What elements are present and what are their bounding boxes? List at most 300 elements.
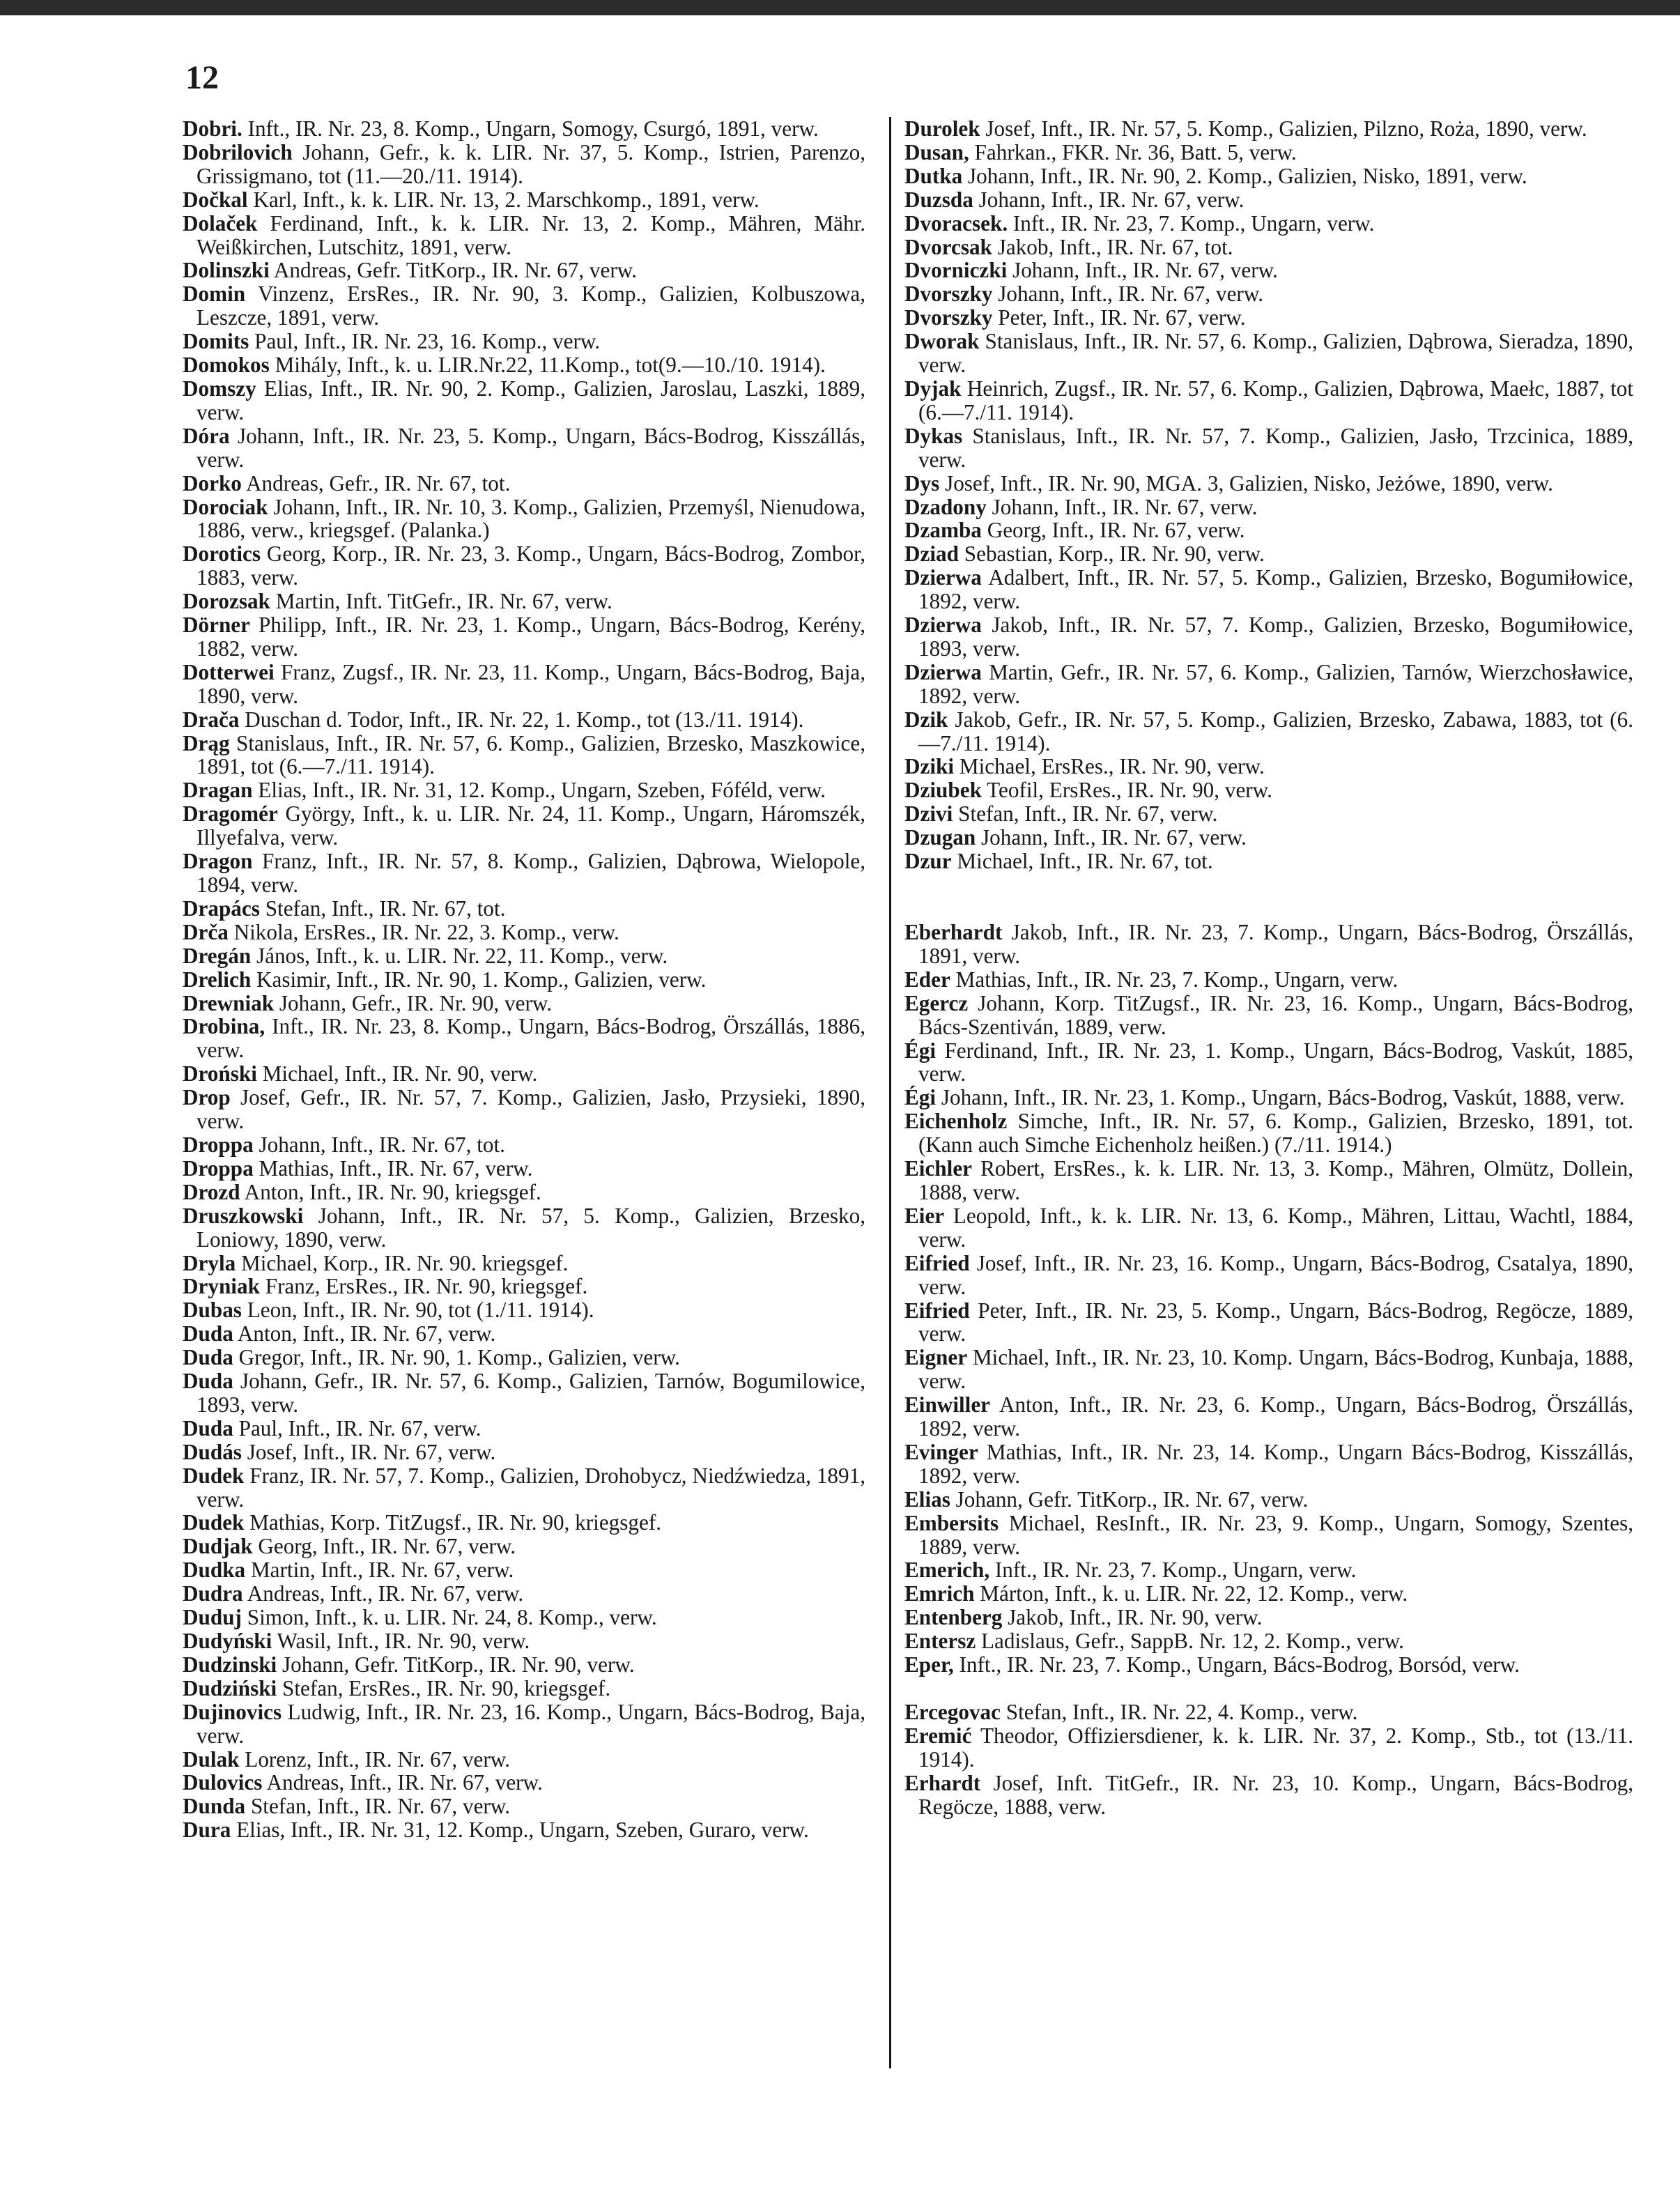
entry-surname: Entersz (904, 1629, 976, 1654)
entry-surname: Domin (183, 282, 246, 307)
register-entry (904, 708, 1633, 755)
entry-details: Franz, Zugsf., IR. Nr. 23, 11. Komp., Ungarn, Bács-Bodrog, Baja, 1890, verw. (196, 659, 866, 708)
register-entry (183, 188, 865, 212)
register-entry (904, 424, 1633, 472)
entry-surname: Dragomér (183, 801, 278, 827)
entry-details: Stanislaus, Inft., IR. Nr. 57, 6. Komp., Galizien, Brzesko, Maszkowice, 1891, tot (6.—7./11. 1914). (196, 730, 866, 779)
register-entry (904, 566, 1633, 613)
register-entry (183, 1369, 865, 1417)
entry-details: Andreas, Gefr., IR. Nr. 67, tot. (245, 470, 511, 496)
register-entry (904, 1512, 1633, 1559)
entry-surname: Duda (183, 1345, 233, 1370)
entry-details: Vinzenz, ErsRes., IR. Nr. 90, 3. Komp., Galizien, Kolbuszowa, Leszcze, 1891, verw. (196, 282, 865, 330)
register-entry (183, 590, 865, 613)
register-entry (183, 1181, 865, 1204)
right-column (904, 117, 1633, 1819)
entry-details: Duschan d. Todor, Inft., IR. Nr. 22, 1. Komp., tot (13./11. 1914). (245, 707, 804, 732)
register-entry (904, 330, 1633, 377)
entry-surname: Dragan (183, 778, 253, 803)
entry-details: Robert, ErsRes., k. k. LIR. Nr. 13, 3. Komp., Mähren, Olmütz, Dollein, 1888, verw. (918, 1156, 1634, 1204)
entry-surname: Dzierwa (904, 565, 982, 590)
entry-details: Johann, Gefr., IR. Nr. 90, verw. (279, 990, 553, 1015)
entry-surname: Dzierwa (904, 659, 982, 684)
register-entry (904, 1700, 1633, 1724)
register-entry (183, 259, 865, 282)
register-entry (904, 1109, 1633, 1157)
entry-details: Josef, Gefr., IR. Nr. 57, 7. Komp., Galizien, Jasło, Przysieki, 1890, verw. (196, 1085, 866, 1134)
entry-details: Philipp, Inft., IR. Nr. 23, 1. Komp., Ungarn, Bács-Bodrog, Kerény, 1882, verw. (196, 613, 866, 661)
register-entry (183, 850, 865, 897)
register-entry (904, 472, 1633, 496)
entry-details: Inft., IR. Nr. 23, 8. Komp., Ungarn, Bács-Bodrog, Örszállás, 1886, verw. (196, 1014, 865, 1063)
entry-details: Andreas, Inft., IR. Nr. 67, verw. (247, 1581, 524, 1606)
entry-surname: Drąg (183, 730, 230, 755)
register-entry (904, 1441, 1633, 1488)
entry-details: Johann, Inft., IR. Nr. 67, verw. (1012, 258, 1278, 283)
entry-surname: Eifried (904, 1298, 970, 1323)
entry-surname: Eper, (904, 1652, 954, 1677)
register-entry (904, 661, 1633, 708)
register-entry (183, 1818, 865, 1842)
register-entry (183, 708, 865, 732)
entry-surname: Dudyński (183, 1629, 272, 1653)
entry-surname: Dudek (183, 1463, 245, 1488)
entry-details: Simon, Inft., k. u. LIR. Nr. 24, 8. Komp., verw. (247, 1605, 657, 1630)
register-entry (183, 472, 865, 496)
entry-surname: Dura (183, 1818, 231, 1843)
entry-details: Franz, Inft., IR. Nr. 57, 8. Komp., Galizien, Dąbrowa, Wielopole, 1894, verw. (196, 849, 865, 897)
register-entry (183, 992, 865, 1015)
entry-details: Michael, Inft., IR. Nr. 90, verw. (262, 1061, 538, 1086)
entry-details: Georg, Inft., IR. Nr. 67, verw. (987, 518, 1245, 543)
entry-details: Johann, Inft., IR. Nr. 67, verw. (981, 825, 1247, 850)
entry-details: Martin, Gefr., IR. Nr. 57, 6. Komp., Galizien, Tarnów, Wierzchosławice, 1892, verw. (918, 659, 1634, 708)
register-entry (904, 921, 1633, 968)
column-divider (889, 117, 891, 2068)
scan-top-edge (0, 0, 1680, 15)
entry-surname: Droppa (183, 1132, 254, 1157)
entry-surname: Elias (904, 1487, 950, 1512)
entry-details: Anton, Inft., IR. Nr. 23, 6. Komp., Ungarn, Bács-Bodrog, Örszállás, 1892, verw. (918, 1392, 1633, 1441)
register-entry (904, 1653, 1633, 1677)
entry-details: Jakob, Gefr., IR. Nr. 57, 5. Komp., Galizien, Brzesko, Zabawa, 1883, tot (6.—7./11. 1914). (918, 707, 1634, 755)
entry-surname: Dzierwa (904, 613, 982, 638)
register-entry (904, 1558, 1633, 1582)
entry-surname: Dworak (904, 329, 980, 354)
register-entry (183, 1464, 865, 1512)
entry-details: Márton, Inft., k. u. LIR. Nr. 22, 12. Komp., verw. (980, 1581, 1408, 1606)
entry-details: Johann, Inft., IR. Nr. 67, verw. (978, 187, 1244, 212)
register-entry (183, 1677, 865, 1700)
entry-details: Fahrkan., FKR. Nr. 36, Batt. 5, verw. (974, 139, 1297, 164)
entry-surname: Dzur (904, 849, 952, 874)
register-entry (183, 1441, 865, 1464)
entry-surname: Drapács (183, 896, 260, 921)
entry-details: Simche, Inft., IR. Nr. 57, 6. Komp., Galizien, Brzesko, 1891, tot. (Kann auch Simche Eichenholz heißen.) (7./11. 1914.) (918, 1109, 1634, 1158)
entry-surname: Dunda (183, 1794, 246, 1819)
register-entry (904, 968, 1633, 992)
register-entry (904, 212, 1633, 236)
register-entry (183, 613, 865, 661)
entry-surname: Duda (183, 1369, 233, 1394)
entry-surname: Entenberg (904, 1605, 1003, 1630)
entry-surname: Dregán (183, 943, 252, 968)
entry-surname: Ercegovac (904, 1700, 1001, 1724)
entry-details: Jakob, Inft., IR. Nr. 23, 7. Komp., Ungarn, Bács-Bodrog, Örszállás, 1891, verw. (918, 920, 1634, 968)
register-entry (904, 236, 1633, 259)
entry-surname: Duduj (183, 1605, 242, 1630)
entry-surname: Dorko (183, 470, 242, 496)
entry-details: Johann, Inft., IR. Nr. 67, tot. (259, 1132, 505, 1157)
register-entry (183, 1322, 865, 1346)
register-entry (904, 1346, 1633, 1393)
entry-surname: Égi (904, 1085, 937, 1110)
entry-surname: Dolaček (183, 210, 258, 236)
entry-details: Johann, Gefr., IR. Nr. 57, 6. Komp., Galizien, Tarnów, Bogumilowice, 1893, verw. (196, 1369, 866, 1417)
left-column (183, 117, 865, 1842)
entry-surname: Dryla (183, 1250, 236, 1275)
entry-surname: Emrich (904, 1581, 975, 1606)
entry-details: Johann, Inft., IR. Nr. 23, 1. Komp., Ungarn, Bács-Bodrog, Vaskút, 1888, verw. (941, 1085, 1625, 1110)
entry-details: Heinrich, Zugsf., IR. Nr. 57, 6. Komp., Galizien, Dąbrowa, Maełc, 1887, tot (6.—7./11. 1914). (918, 376, 1633, 424)
register-entry (183, 1157, 865, 1181)
entry-details: Johann, Inft., IR. Nr. 57, 5. Komp., Galizien, Brzesko, Loniowy, 1890, verw. (196, 1203, 865, 1252)
entry-details: Lorenz, Inft., IR. Nr. 67, verw. (245, 1746, 511, 1772)
entry-surname: Duda (183, 1321, 233, 1346)
register-entry (183, 661, 865, 708)
register-entry (904, 141, 1633, 164)
entry-surname: Droppa (183, 1155, 254, 1181)
entry-details: Teofil, ErsRes., IR. Nr. 90, verw. (987, 778, 1272, 803)
entry-surname: Domokos (183, 353, 270, 378)
entry-surname: Dryniak (183, 1274, 260, 1299)
entry-surname: Dujinovics (183, 1699, 282, 1724)
entry-surname: Drobina, (183, 1014, 265, 1039)
entry-details: Johann, Gefr., k. k. LIR. Nr. 37, 5. Komp., Istrien, Parenzo, Grissigmano, tot (11.—20./11. 1914). (196, 139, 866, 188)
entry-surname: Dzugan (904, 825, 976, 850)
entry-surname: Droński (183, 1061, 257, 1086)
entry-surname: Druszkowski (183, 1203, 304, 1228)
entry-surname: Eier (904, 1203, 945, 1228)
entry-surname: Dudzinski (183, 1652, 277, 1677)
entry-details: Michael, Inft., IR. Nr. 23, 10. Komp. Ungarn, Bács-Bodrog, Kunbaja, 1888, verw. (918, 1345, 1633, 1394)
register-entry (183, 212, 865, 259)
register-entry (904, 1204, 1633, 1252)
entry-details: Elias, Inft., IR. Nr. 90, 2. Komp., Galizien, Jaroslau, Laszki, 1889, verw. (196, 376, 865, 424)
entry-details: Stefan, Inft., IR. Nr. 67, tot. (265, 896, 506, 921)
entry-details: Elias, Inft., IR. Nr. 31, 12. Komp., Ungarn, Szeben, Fóféld, verw. (258, 778, 826, 803)
entry-details: Leopold, Inft., k. k. LIR. Nr. 13, 6. Komp., Mähren, Littau, Wachtl, 1884, verw. (918, 1203, 1633, 1252)
entry-details: Mathias, Inft., IR. Nr. 23, 14. Komp., Ungarn Bács-Bodrog, Kisszállás, 1892, verw. (918, 1439, 1633, 1488)
entry-surname: Dzivi (904, 801, 953, 827)
entry-details: Sebastian, Korp., IR. Nr. 90, verw. (964, 542, 1265, 567)
register-entry (183, 802, 865, 850)
entry-details: Johann, Inft., IR. Nr. 10, 3. Komp., Galizien, Przemyśl, Nienudowa, 1886, verw., kriegsgef. (Palanka.) (196, 494, 865, 543)
register-entry (183, 1748, 865, 1772)
entry-details: Stanislaus, Inft., IR. Nr. 57, 7. Komp., Galizien, Jasło, Trzcinica, 1889, verw. (918, 423, 1633, 472)
register-entry (904, 1582, 1633, 1606)
entry-details: Ladislaus, Gefr., SappB. Nr. 12, 2. Komp., verw. (981, 1629, 1404, 1654)
entry-surname: Drop (183, 1085, 231, 1110)
entry-details: Mathias, Korp. TitZugsf., IR. Nr. 90, kriegsgef. (249, 1510, 662, 1535)
entry-details: Inft., IR. Nr. 23, 7. Komp., Ungarn, verw. (994, 1558, 1357, 1583)
entry-surname: Eremić (904, 1723, 972, 1748)
register-entry (183, 141, 865, 188)
register-entry (904, 1252, 1633, 1299)
entry-details: Leon, Inft., IR. Nr. 90, tot (1./11. 1914). (247, 1298, 594, 1323)
entry-details: Stanislaus, Inft., IR. Nr. 57, 6. Komp., Galizien, Dąbrowa, Sieradza, 1890, verw. (918, 329, 1634, 378)
entry-details: Michael, ErsRes., IR. Nr. 90, verw. (959, 754, 1265, 779)
entry-surname: Dziubek (904, 778, 982, 803)
entry-details: Anton, Inft., IR. Nr. 67, verw. (237, 1321, 496, 1346)
entry-surname: Dobri. (183, 116, 242, 141)
entry-details: Jakob, Inft., IR. Nr. 90, verw. (1008, 1605, 1263, 1630)
entry-details: Ferdinand, Inft., IR. Nr. 23, 1. Komp., Ungarn, Bács-Bodrog, Vaskút, 1885, verw. (918, 1038, 1634, 1086)
entry-surname: Einwiller (904, 1392, 991, 1418)
entry-details: Josef, Inft., IR. Nr. 67, verw. (247, 1439, 496, 1464)
entry-details: Theodor, Offiziersdiener, k. k. LIR. Nr. 37, 2. Komp., Stb., tot (13./11. 1914). (918, 1723, 1633, 1772)
entry-details: Georg, Inft., IR. Nr. 67, verw. (258, 1534, 516, 1559)
entry-surname: Dziad (904, 542, 959, 567)
entry-details: Georg, Korp., IR. Nr. 23, 3. Komp., Ungarn, Bács-Bodrog, Zombor, 1883, verw. (196, 542, 866, 590)
entry-details: Mihály, Inft., k. u. LIR.Nr.22, 11.Komp., tot(9.—10./10. 1914). (275, 353, 826, 378)
entry-details: Josef, Inft. TitGefr., IR. Nr. 23, 10. Komp., Ungarn, Bács-Bodrog, Regöcze, 1888, verw. (918, 1770, 1633, 1819)
entry-details: Josef, Inft., IR. Nr. 90, MGA. 3, Galizien, Nisko, Jeżówe, 1890, verw. (945, 470, 1553, 496)
register-entry (183, 353, 865, 377)
entry-details: Elias, Inft., IR. Nr. 31, 12. Komp., Ungarn, Szeben, Guraro, verw. (236, 1818, 809, 1843)
section-gap (904, 873, 1633, 921)
entry-surname: Dorotics (183, 542, 261, 567)
entry-surname: Emerich, (904, 1558, 990, 1583)
register-entry (183, 330, 865, 353)
register-entry (183, 1346, 865, 1369)
register-entry (904, 1629, 1633, 1653)
register-entry (904, 1488, 1633, 1512)
entry-details: Paul, Inft., IR. Nr. 23, 16. Komp., verw. (254, 329, 601, 354)
register-entry (183, 377, 865, 424)
entry-surname: Dzamba (904, 518, 982, 543)
entry-surname: Drozd (183, 1179, 240, 1204)
register-entry (183, 1511, 865, 1535)
entry-surname: Dusan, (904, 139, 969, 164)
register-entry (183, 1204, 865, 1252)
entry-details: Martin, Inft. TitGefr., IR. Nr. 67, verw. (275, 589, 612, 614)
entry-surname: Dvorszky (904, 305, 993, 330)
register-entry (904, 826, 1633, 850)
register-entry (904, 117, 1633, 141)
register-entry (904, 188, 1633, 212)
entry-details: Johann, Inft., IR. Nr. 67, verw. (992, 494, 1258, 519)
entry-details: Franz, ErsRes., IR. Nr. 90, kriegsgef. (265, 1274, 588, 1299)
register-entry (904, 1772, 1633, 1819)
entry-surname: Dragon (183, 849, 253, 874)
entry-surname: Eichler (904, 1156, 973, 1181)
register-entry (183, 1653, 865, 1677)
entry-details: Josef, Inft., IR. Nr. 57, 5. Komp., Galizien, Pilzno, Roża, 1890, verw. (985, 116, 1587, 141)
entry-details: Michael, Korp., IR. Nr. 90. kriegsgef. (241, 1250, 569, 1275)
entry-details: Peter, Inft., IR. Nr. 67, verw. (998, 305, 1246, 330)
register-entry (904, 306, 1633, 330)
register-entry (904, 164, 1633, 188)
register-entry (183, 117, 865, 141)
entry-surname: Erhardt (904, 1770, 981, 1795)
entry-surname: Evinger (904, 1439, 978, 1464)
register-entry (904, 542, 1633, 566)
entry-surname: Dudek (183, 1510, 245, 1535)
entry-surname: Dudjak (183, 1534, 253, 1559)
register-entry (183, 1535, 865, 1558)
entry-surname: Eigner (904, 1345, 968, 1370)
entry-surname: Drelich (183, 967, 252, 992)
entry-details: Anton, Inft., IR. Nr. 90, kriegsgef. (244, 1179, 541, 1204)
register-entry (183, 1298, 865, 1322)
register-entry (904, 613, 1633, 661)
entry-details: Stefan, Inft., IR. Nr. 67, verw. (250, 1794, 511, 1819)
entry-details: Mathias, Inft., IR. Nr. 67, verw. (259, 1155, 533, 1181)
register-entry (183, 1275, 865, 1298)
register-entry (183, 1795, 865, 1818)
register-entry (904, 496, 1633, 519)
entry-surname: Dubas (183, 1298, 242, 1323)
entry-surname: Eberhardt (904, 920, 1003, 944)
entry-surname: Dulovics (183, 1770, 263, 1795)
entry-details: Johann, Gefr. TitKorp., IR. Nr. 67, verw. (955, 1487, 1309, 1512)
entry-details: Inft., IR. Nr. 23, 7. Komp., Ungarn, verw. (1012, 210, 1375, 236)
entry-details: Michael, Inft., IR. Nr. 67, tot. (957, 849, 1213, 874)
entry-details: Stefan, Inft., IR. Nr. 22, 4. Komp., verw. (1005, 1700, 1358, 1724)
entry-details: Andreas, Gefr. TitKorp., IR. Nr. 67, verw. (273, 258, 638, 283)
entry-details: Johann, Korp. TitZugsf., IR. Nr. 23, 16. Komp., Ungarn, Bács-Bodrog, Bács-Szentiván, 1889, verw. (918, 990, 1633, 1039)
section-gap (904, 1677, 1633, 1700)
entry-details: János, Inft., k. u. LIR. Nr. 22, 11. Komp., verw. (256, 943, 668, 968)
entry-surname: Dóra (183, 423, 230, 448)
register-entry (183, 1133, 865, 1157)
register-entry (183, 1558, 865, 1582)
entry-surname: Duzsda (904, 187, 973, 212)
register-entry (183, 1606, 865, 1629)
entry-surname: Dyjak (904, 376, 962, 401)
entry-surname: Dorozsak (183, 589, 270, 614)
entry-surname: Dzik (904, 707, 948, 732)
entry-surname: Égi (904, 1038, 937, 1063)
entry-surname: Dvorszky (904, 282, 993, 307)
register-entry (183, 1417, 865, 1441)
register-entry (183, 968, 865, 992)
entry-details: Gregor, Inft., IR. Nr. 90, 1. Komp., Galizien, verw. (238, 1345, 680, 1370)
entry-details: Josef, Inft., IR. Nr. 23, 16. Komp., Ungarn, Bács-Bodrog, Csatalya, 1890, verw. (918, 1250, 1633, 1299)
register-entry (904, 1086, 1633, 1109)
register-entry (904, 1724, 1633, 1772)
entry-surname: Duda (183, 1415, 233, 1441)
entry-surname: Dvorniczki (904, 258, 1008, 283)
entry-surname: Eifried (904, 1250, 970, 1275)
register-entry (183, 424, 865, 472)
entry-details: Andreas, Inft., IR. Nr. 67, verw. (266, 1770, 543, 1795)
entry-details: Peter, Inft., IR. Nr. 23, 5. Komp., Ungarn, Bács-Bodrog, Regöcze, 1889, verw. (918, 1298, 1634, 1346)
register-entry (183, 1252, 865, 1275)
entry-details: Johann, Inft., IR. Nr. 23, 5. Komp., Ungarn, Bács-Bodrog, Kisszállás, verw. (196, 423, 866, 472)
register-entry (183, 542, 865, 590)
entry-details: Johann, Inft., IR. Nr. 67, verw. (998, 282, 1264, 307)
entry-details: Kasimir, Inft., IR. Nr. 90, 1. Komp., Galizien, verw. (256, 967, 707, 992)
entry-details: Wasil, Inft., IR. Nr. 90, verw. (277, 1629, 530, 1653)
entry-surname: Dudás (183, 1439, 242, 1464)
entry-surname: Embersits (904, 1510, 999, 1535)
register-entry (904, 992, 1633, 1039)
entry-surname: Dörner (183, 613, 250, 638)
register-entry (183, 1700, 865, 1748)
register-entry (183, 1086, 865, 1133)
entry-surname: Dvoracsek. (904, 210, 1008, 236)
entry-surname: Domits (183, 329, 249, 354)
entry-surname: Dziki (904, 754, 955, 779)
entry-surname: Dykas (904, 423, 963, 448)
entry-surname: Dotterwei (183, 659, 275, 684)
entry-details: Jakob, Inft., IR. Nr. 67, tot. (997, 234, 1233, 259)
register-entry (904, 802, 1633, 826)
entry-surname: Dvorcsak (904, 234, 992, 259)
entry-details: Nikola, ErsRes., IR. Nr. 22, 3. Komp., verw. (233, 919, 619, 944)
register-entry (904, 850, 1633, 873)
entry-details: Stefan, ErsRes., IR. Nr. 90, kriegsgef. (282, 1675, 611, 1700)
right-column-d-entries (904, 117, 1633, 873)
entry-details: Inft., IR. Nr. 23, 7. Komp., Ungarn, Bács-Bodrog, Borsód, verw. (959, 1652, 1520, 1677)
entry-details: Michael, ResInft., IR. Nr. 23, 9. Komp., Ungarn, Somogy, Szentes, 1889, verw. (918, 1510, 1633, 1559)
entry-surname: Drewniak (183, 990, 275, 1015)
entry-details: Inft., IR. Nr. 23, 8. Komp., Ungarn, Somogy, Csurgó, 1891, verw. (247, 116, 819, 141)
entry-details: György, Inft., k. u. LIR. Nr. 24, 11. Komp., Ungarn, Háromszék, Illyefalva, verw. (196, 801, 866, 850)
entry-surname: Eder (904, 967, 950, 992)
entry-details: Ludwig, Inft., IR. Nr. 23, 16. Komp., Ungarn, Bács-Bodrog, Baja, verw. (196, 1699, 865, 1748)
entry-details: Karl, Inft., k. k. LIR. Nr. 13, 2. Marschkomp., 1891, verw. (253, 187, 760, 212)
entry-surname: Dudka (183, 1558, 246, 1583)
register-entry (183, 1771, 865, 1795)
entry-surname: Dudra (183, 1581, 243, 1606)
entry-surname: Drača (183, 707, 240, 732)
register-entry (183, 1062, 865, 1086)
register-entry (904, 755, 1633, 778)
entry-details: Adalbert, Inft., IR. Nr. 57, 5. Komp., Galizien, Brzesko, Bogumiłowice, 1892, verw. (918, 565, 1633, 614)
register-entry (183, 1629, 865, 1653)
entry-surname: Dzadony (904, 494, 987, 519)
entry-surname: Dulak (183, 1746, 240, 1772)
register-entry (904, 1299, 1633, 1346)
entry-surname: Durolek (904, 116, 980, 141)
register-entry (904, 1039, 1633, 1086)
register-entry (904, 282, 1633, 306)
entry-surname: Dudziński (183, 1675, 277, 1700)
register-entry (183, 944, 865, 968)
register-entry (904, 1393, 1633, 1441)
entry-details: Franz, IR. Nr. 57, 7. Komp., Galizien, Drohobycz, Niedźwiedza, 1891, verw. (196, 1463, 866, 1512)
register-entry (904, 778, 1633, 802)
entry-surname: Dys (904, 470, 940, 496)
register-entry (183, 282, 865, 330)
entry-surname: Domszy (183, 376, 256, 401)
entry-details: Martin, Inft., IR. Nr. 67, verw. (250, 1558, 514, 1583)
register-entry (183, 1015, 865, 1062)
register-entry (183, 921, 865, 944)
entry-surname: Eichenholz (904, 1109, 1008, 1134)
entry-surname: Dolinszki (183, 258, 270, 283)
right-column-e-entries (904, 921, 1633, 1677)
entry-details: Mathias, Inft., IR. Nr. 23, 7. Komp., Ungarn, verw. (955, 967, 1398, 992)
entry-details: Johann, Inft., IR. Nr. 90, 2. Komp., Galizien, Nisko, 1891, verw. (968, 163, 1527, 188)
entry-details: Johann, Gefr. TitKorp., IR. Nr. 90, verw. (282, 1652, 635, 1677)
register-entry (904, 1157, 1633, 1204)
register-entry (183, 897, 865, 921)
entry-details: Stefan, Inft., IR. Nr. 67, verw. (958, 801, 1218, 827)
